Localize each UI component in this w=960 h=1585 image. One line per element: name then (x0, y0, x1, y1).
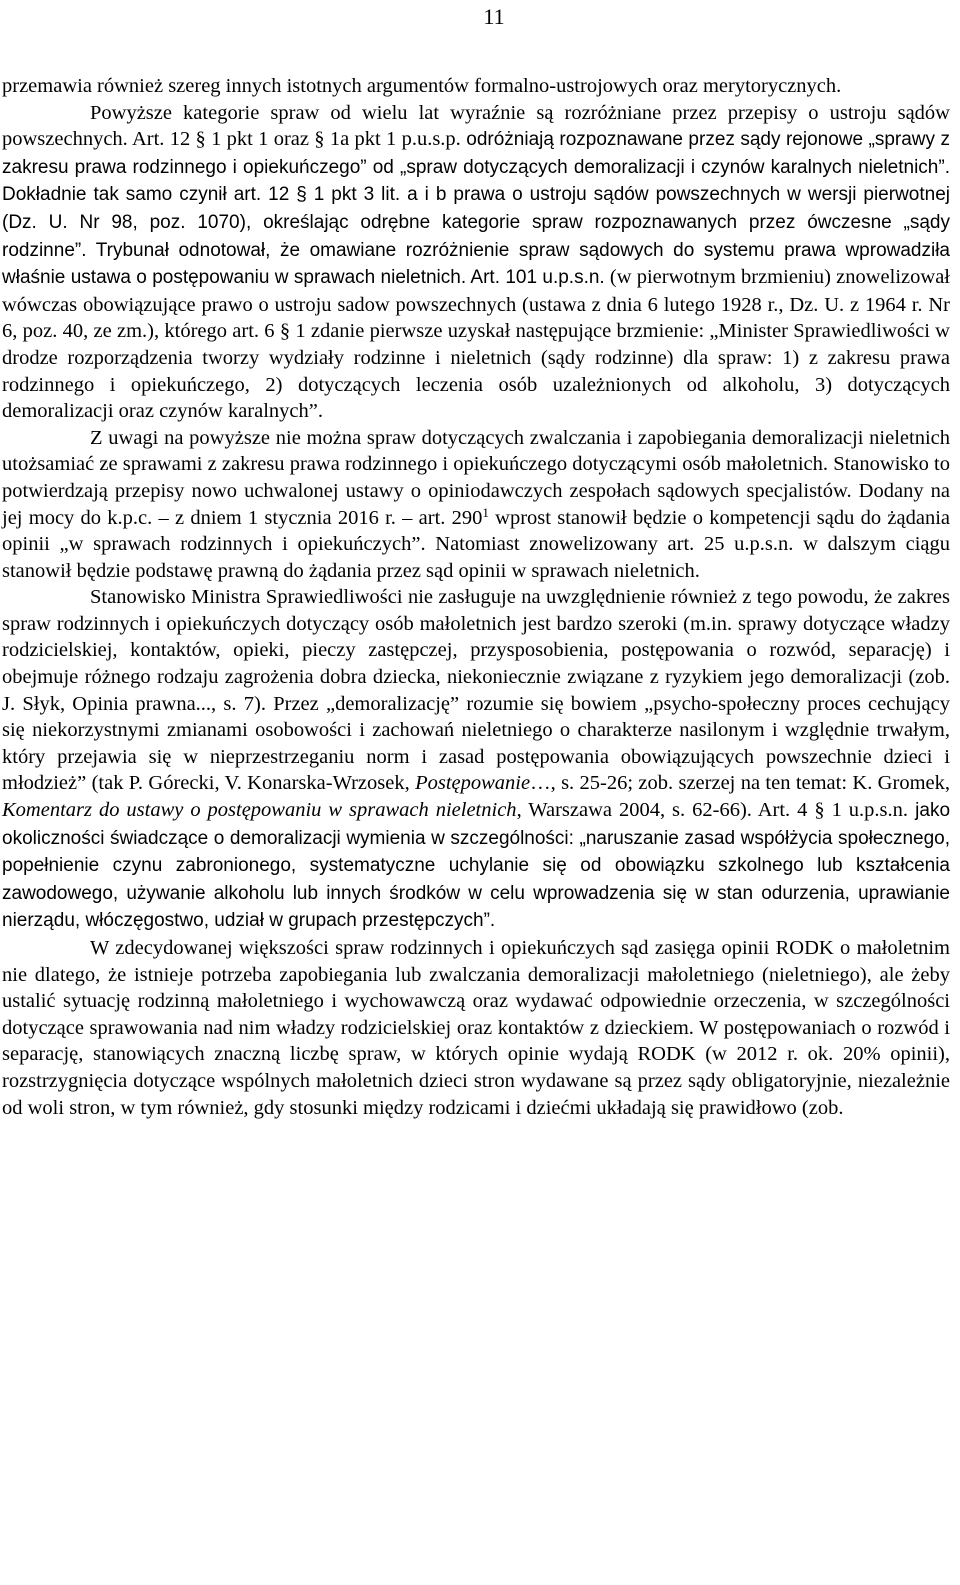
paragraph-5: W zdecydowanej większości spraw rodzinnych i opiekuńczych sąd zasięga opinii RODK o małoletnim nie dlatego, że istnieje potrzeba zapobiegania lub zwalczania demoralizacji małoletniego (nieletniego), ale żeby ustalić sytuację rodzinną małoletniego i wychowawczą oraz wydawać odpowiednie orzeczenia, w szczególności dotyczące sprawowania nad nim władzy rodzicielskiej oraz kontaktów z dzieckiem. W postępowaniach o rozwód i separację, stanowiących znaczną liczbę spraw, w których opinie wydają RODK (w 2012 r. ok. 20% opinii), rozstrzygnięcia dotyczące wspólnych małoletnich dzieci stron wydawane są przez sądy obligatoryjnie, niezależnie od woli stron, w tym również, gdy stosunki między rodzicami i dziećmi układają się prawidłowo (zob. (2, 937, 950, 1119)
paragraph-3-part-2: wprost stanowił będzie o kompetencji sądu do żądania opinii „w sprawach rodzinnych i opiekuńczych”. Natomiast znowelizowany art. 25 u.p.s.n. w dalszym ciągu stanowił będzie podstawę prawną do żądania przez sąd opinii w sprawach nieletnich. (2, 506, 950, 582)
paragraph-2-part-2: odróżniają rozpoznawane przez sądy rejonowe „sprawy z zakresu prawa rodzinnego i opiekuńczego” od „spraw dotyczących demoralizacji i czynów karalnych nieletnich”. Dokładnie tak samo czynił art. 12 § 1 pkt 3 lit. a i b prawa o ustroju sądów powszechnych w wersji pierwotnej (Dz. U. Nr 98, poz. 1070), określając odrębne kategorie spraw rozpoznawanych przez ówczesne „sądy rodzinne”. Trybunał odnotował, że omawiane rozróżnienie spraw sądowych do systemu prawa wprowadziła właśnie ustawa o postępowaniu w sprawach nieletnich. Art. 101 u.p.s.n. (2, 129, 950, 289)
citation-title-2: Komentarz do ustawy o postępowaniu w sprawach nieletnich (2, 799, 517, 822)
citation-title-1: Postępowanie (415, 772, 531, 795)
paragraph-4-part-4: jako okoliczności świadczące o demoralizacji wymienia w szczególności: „naruszanie zasad współżycia społecznego, popełnienie czynu zabronionego, systematyczne uchylanie się od obowiązku szkolnego lub kształcenia zawodowego, używanie alkoholu lub innych środków w celu wprowadzenia się w stan odurzenia, uprawianie nierządu, włóczęgostwo, udział w grupach przestępczych”. (2, 800, 951, 932)
paragraph-4-part-3: , Warszawa 2004, s. 62-66). Art. 4 § 1 u.p.s.n. (516, 799, 909, 822)
paragraph-2 (2, 100, 950, 425)
article-superscript: 1 (482, 504, 489, 520)
paragraph-4-part-1: Stanowisko Ministra Sprawiedliwości nie zasługuje na uwzględnienie również z tego powodu, że zakres spraw rodzinnych i opiekuńczych dotyczący osób małoletnich jest bardzo szeroki (m.in. sprawy dotyczące władzy rodzicielskiej, kontaktów, opieki, pieczy zastępczej, przysposobienia, postępowania o rozwód, separację) i obejmuje różnego rodzaju zagrożenia dobra dziecka, niekoniecznie związane z ryzykiem jego demoralizacji (zob. J. Słyk, Opinia prawna..., s. 7). Przez „demoralizację” rozumie się bowiem „psycho-społeczny proces cechujący się niekorzystnymi zmianami osobowości i zachowań nieletniego o charakterze nasilonym i względnie trwałym, który przejawia się w nieprzestrzeganiu norm i zasad postępowania obowiązujących powszechnie dzieci i młodzież” (tak P. Górecki, V. Konarska-Wrzosek, (2, 586, 950, 795)
paragraph-4 (2, 584, 950, 935)
page-number: 11 (483, 4, 505, 29)
paragraph-1: przemawia również szereg innych istotnych argumentów formalno-ustrojowych oraz merytorycznych. (2, 75, 842, 97)
paragraph-3-part-1: Z uwagi na powyższe nie można spraw dotyczących zwalczania i zapobiegania demoralizacji nieletnich utożsamiać ze sprawami z zakresu prawa rodzinnego i opiekuńczego dotyczącymi osób małoletnich. Stanowisko to potwierdzają przepisy nowo uchwalonej ustawy o opiniodawczych zespołach sądowych specjalistów. Dodany na jej mocy do k.p.c. – z dniem 1 stycznia 2016 r. – art. 290 (2, 426, 950, 529)
paragraph-4-part-2: …, s. 25-26; zob. szerzej na ten temat: K. Gromek, (530, 772, 950, 795)
paragraph-2-part-3: (w pierwotnym brzmieniu) znowelizował wówczas obowiązujące prawo o ustroju sadow powszechnych (ustawa z dnia 6 lutego 1928 r., Dz. U. z 1964 r. Nr 6, poz. 40, ze zm.), którego art. 6 § 1 zdanie pierwsze uzyskał następujące brzmienie: „Minister Sprawiedliwości w drodze rozporządzenia tworzy wydziały rodzinne i nieletnich (sądy rodzinne) dla spraw: 1) z zakresu prawa rodzinnego i opiekuńczego, 2) dotyczących leczenia osób uzależnionych od alkoholu, 3) dotyczących demoralizacji oraz czynów karalnych”. (2, 266, 950, 423)
paragraph-3 (2, 425, 950, 585)
document-body (2, 73, 950, 1121)
paragraph-2-part-1: Powyższe kategorie spraw od wielu lat wyraźnie są rozróżniane przez przepisy o ustroju sądów powszechnych. Art. 12 § 1 pkt 1 oraz § 1a pkt 1 p.u.s.p. (2, 101, 950, 151)
